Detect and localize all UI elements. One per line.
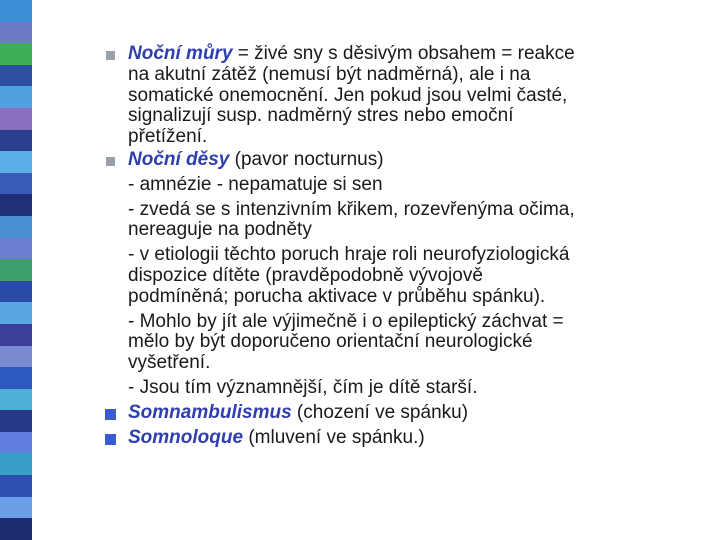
- stripe-block: [0, 518, 32, 540]
- text-line: - Mohlo by jít ale výjimečně i o epileptický záchvat =: [128, 310, 564, 332]
- stripe-block: [0, 281, 32, 303]
- term: Somnambulismus: [128, 401, 292, 423]
- term: Noční můry: [128, 43, 233, 64]
- stripe-block: [0, 194, 32, 216]
- stripe-block: [0, 43, 32, 65]
- text-line: na akutní zátěž (nemusí být nadměrná), ale i na: [128, 63, 531, 85]
- text-line: (pavor nocturnus): [229, 148, 384, 170]
- square-bullet-icon: [106, 157, 115, 166]
- stripe-block: [0, 65, 32, 87]
- text-line: dispozice dítěte (pravděpodobně vývojově: [128, 264, 483, 286]
- stripe-block: [0, 432, 32, 454]
- list-item-nocni-desy: [104, 150, 704, 399]
- text-line: - Jsou tím významnější, čím je dítě starší.: [128, 376, 478, 398]
- stripe-block: [0, 453, 32, 475]
- text-line: nereaguje na podněty: [128, 219, 312, 241]
- text-line: - zvedá se s intenzivním křikem, rozevřenýma očima,: [128, 198, 575, 220]
- stripe-block: [0, 410, 32, 432]
- text-line: - amnézie - nepamatuje si sen: [128, 173, 383, 195]
- slide-content: [104, 44, 704, 448]
- stripe-block: [0, 302, 32, 324]
- text-line: (chození ve spánku): [291, 401, 469, 423]
- stripe-block: [0, 22, 32, 44]
- stripe-block: [0, 259, 32, 281]
- term: Somnoloque: [128, 426, 244, 448]
- stripe-block: [0, 367, 32, 389]
- term: Noční děsy: [128, 148, 230, 170]
- text-line: přetížení.: [128, 126, 208, 148]
- text-line: = živé sny s děsivým obsahem = reakce: [232, 43, 575, 64]
- text-line: somatické onemocnění. Jen pokud jsou velmi časté,: [128, 84, 568, 106]
- text-line: signalizují susp. nadměrný stres nebo emoční: [128, 105, 514, 127]
- stripe-block: [0, 173, 32, 195]
- text-line: mělo by být doporučeno orientační neurologické: [128, 331, 533, 353]
- stripe-block: [0, 497, 32, 519]
- stripe-block: [0, 324, 32, 346]
- stripe-block: [0, 130, 32, 152]
- text-line: - v etiologii těchto poruch hraje roli neurofyziologická: [128, 244, 570, 266]
- decorative-color-stripe: [0, 0, 32, 540]
- stripe-block: [0, 108, 32, 130]
- list-item-somnoloque: [104, 428, 704, 449]
- list-item-nocni-mury: [104, 44, 704, 148]
- stripe-block: [0, 151, 32, 173]
- stripe-block: [0, 86, 32, 108]
- text-line: vyšetření.: [128, 352, 211, 374]
- stripe-block: [0, 475, 32, 497]
- stripe-block: [0, 389, 32, 411]
- text-line: podmíněná; porucha aktivace v průběhu spánku).: [128, 285, 546, 307]
- list-item-somnambulismus: [104, 403, 704, 424]
- text-line: (mluvení ve spánku.): [243, 426, 425, 448]
- stripe-block: [0, 0, 32, 22]
- stripe-block: [0, 346, 32, 368]
- stripe-block: [0, 238, 32, 260]
- square-bullet-icon: [105, 434, 116, 445]
- square-bullet-icon: [105, 409, 116, 420]
- stripe-block: [0, 216, 32, 238]
- square-bullet-icon: [106, 51, 115, 60]
